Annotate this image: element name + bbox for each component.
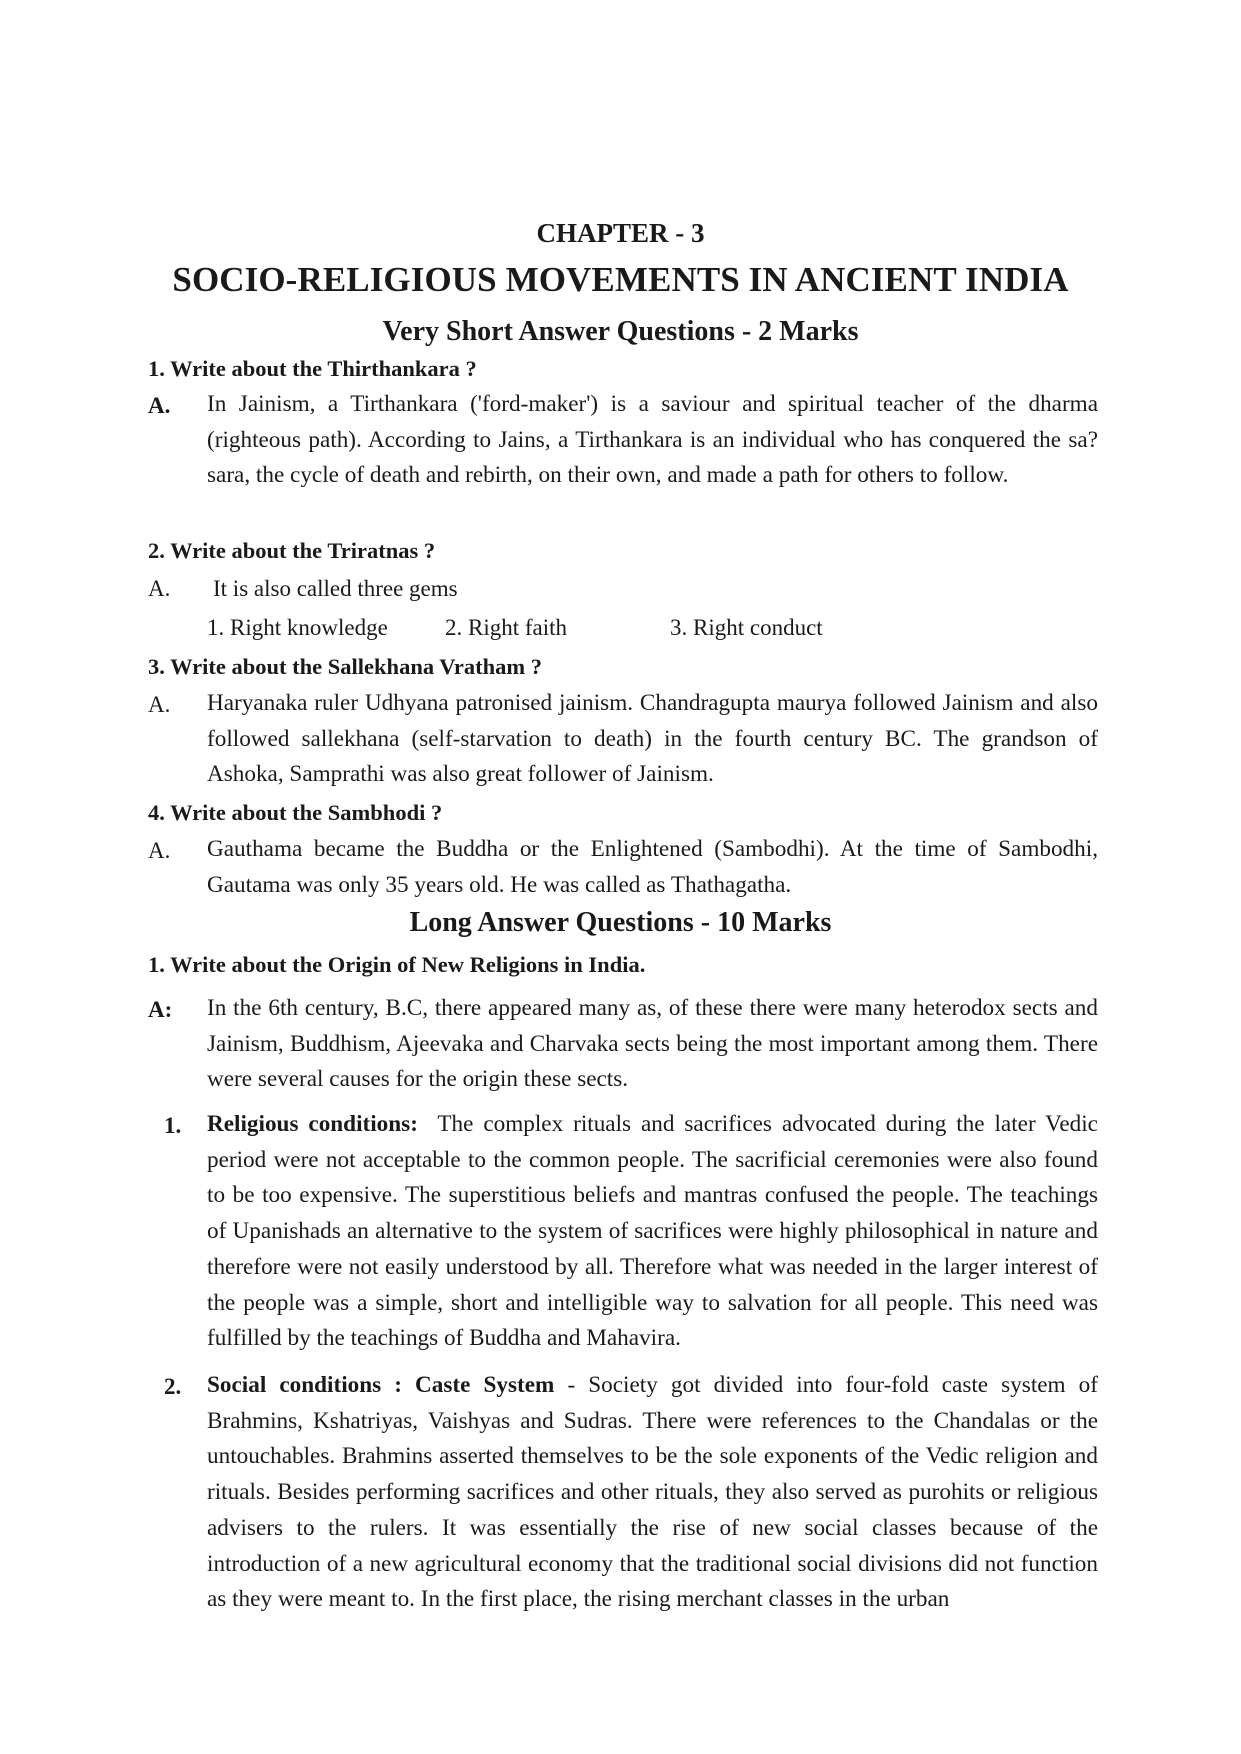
answer-marker: A. [148, 838, 171, 863]
chapter-title: SOCIO-RELIGIOUS MOVEMENTS IN ANCIENT INDIA [172, 260, 1069, 299]
point-2-label: Social conditions : Caste System [207, 1372, 555, 1398]
answer-marker: A. [148, 692, 171, 717]
question-1: 1. Write about the Thirthankara ? [148, 356, 477, 381]
answer-4-text: Gauthama became the Buddha or the Enlightened (Sambodhi). At the time of Sambodhi, Gautama was only 35 years old. He was called as Thathagatha. [207, 836, 1098, 898]
point-1-text: The complex rituals and sacrifices advocated during the later Vedic period were not acceptable to the common people. The sacrificial ceremonies were also found to be too expensive. The superstitious beliefs and mantras confused the people. The teachings of Upanishads an alternative to the system of sacrifices were highly philosophical in nature and therefore were not easily understood by all. Therefore what was needed in the larger interest of the people was a simple, short and intelligible way to salvation for all people. This need was fulfilled by the teachings of Buddha and Mahavira. [207, 1111, 1098, 1352]
answer-marker: A: [148, 997, 173, 1022]
answer-marker: A. [148, 393, 171, 418]
point-number: 1. [164, 1113, 182, 1138]
point-2-paragraph [207, 1368, 1098, 1618]
answer-1-text: In Jainism, a Tirthankara ('ford-maker') is a saviour and spiritual teacher of the dharma (righteous path). According to Jains, a Tirthankara is an individual who has conquered the sa?sara, the cycle of death and rebirth, on their own, and made a path for others to follow. [207, 391, 1098, 489]
long-question-1: 1. Write about the Origin of New Religions in India. [148, 952, 646, 977]
gem-item: 1. Right knowledge [207, 615, 388, 640]
point-1-paragraph [207, 1107, 1098, 1357]
question-3: 3. Write about the Sallekhana Vratham ? [148, 654, 542, 679]
long-answer-intro: In the 6th century, B.C, there appeared many as, of these there were many heterodox sects and Jainism, Buddhism, Ajeevaka and Charvaka sects being the most important among them. There were several causes for the origin these sects. [207, 995, 1098, 1093]
point-number: 2. [164, 1374, 182, 1399]
question-4: 4. Write about the Sambhodi ? [148, 800, 443, 825]
long-answer-heading: Long Answer Questions - 10 Marks [409, 907, 832, 938]
point-1-label: Religious conditions: [207, 1111, 418, 1137]
gem-item: 3. Right conduct [670, 615, 823, 640]
point-2-text: - Society got divided into four-fold caste system of Brahmins, Kshatriyas, Vaishyas and Sudras. There were references to the Chandalas or the untouchables. Brahmins asserted themselves to be the sole exponents of the Vedic religion and rituals. Besides performing sacrifices and other rituals, they also served as purohits or religious advisers to the rulers. It was essentially the rise of new social classes because of the introduction of a new agricultural economy that the traditional social divisions did not function as they were meant to. In the first place, the rising merchant classes in the urban [207, 1372, 1098, 1613]
answer-marker: A. [148, 576, 171, 601]
chapter-label: CHAPTER - 3 [536, 218, 705, 248]
gem-item: 2. Right faith [445, 615, 568, 640]
answer-3-text: Haryanaka ruler Udhyana patronised jainism. Chandragupta maurya followed Jainism and also followed sallekhana (self-starvation to death) in the fourth century BC. The grandson of Ashoka, Samprathi was also great follower of Jainism. [207, 690, 1098, 788]
answer-2-text: It is also called three gems [213, 576, 458, 601]
short-answer-heading: Very Short Answer Questions - 2 Marks [382, 316, 859, 347]
question-2: 2. Write about the Triratnas ? [148, 538, 436, 563]
